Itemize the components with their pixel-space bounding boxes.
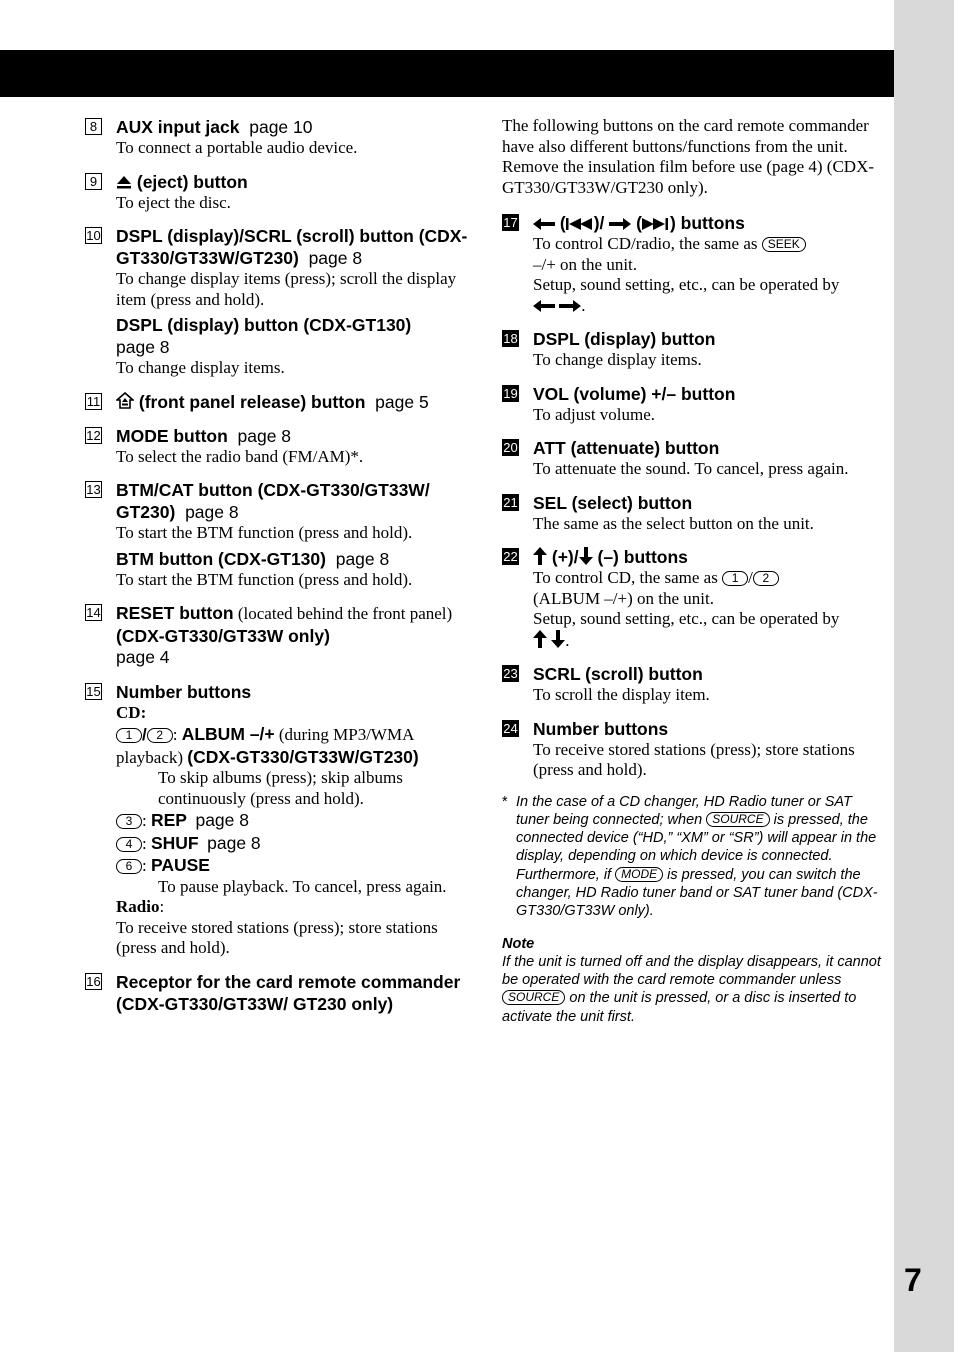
item-number: 9 (85, 173, 102, 190)
item-title: Number buttons (116, 681, 252, 702)
item-description: To receive stored stations (press); store stations (press and hold). (533, 739, 855, 779)
front-panel-release-icon (116, 392, 134, 410)
right-arrow-icon (609, 217, 631, 231)
item-24 (502, 718, 882, 781)
item-number: 16 (86, 973, 101, 989)
down-arrow-icon (551, 630, 565, 648)
sub-title: BTM button (CDX-GT130) (116, 548, 326, 569)
key-4: 4 (116, 837, 142, 852)
item-title: DSPL (display)/SCRL (scroll) button (CDX-GT330/GT33W/GT230) (116, 226, 468, 268)
up-arrow-icon (533, 630, 547, 648)
page-ref: page 4 (116, 647, 170, 667)
item-description: To select the radio band (FM/AM)*. (116, 446, 364, 466)
key-2: 2 (753, 571, 779, 586)
item-14 (85, 602, 470, 669)
item-description: To change display items (press); scroll the display item (press and hold). (116, 269, 457, 309)
item-description: To scroll the display item. (533, 685, 710, 704)
page-ref: page 8 (207, 832, 261, 853)
radio-description: To receive stored stations (press); store stations (press and hold). (116, 917, 438, 957)
note-title: Note (502, 935, 535, 952)
eject-icon (116, 174, 132, 190)
item-17: 17 ( )/ ( ) buttons To control CD/radio, the same as SEEK –/+ on the unit. Setup, sound setting, etc., can be operated by . (503, 213, 840, 315)
item-description: To connect a portable audio device. (116, 138, 358, 157)
page-number: 7 (904, 1262, 922, 1298)
left-column (85, 116, 470, 1027)
left-arrow-icon (533, 299, 555, 313)
key-6: 6 (116, 859, 142, 874)
right-arrow-icon (559, 299, 581, 313)
page-ref: page 5 (375, 391, 429, 412)
page-ref: page 10 (249, 117, 313, 137)
item-22: 22 (+)/ (–) buttons To control CD, the same as 1 / 2 (ALBUM –/+) on the unit. Setup, sound setting, etc., can be operated by . (503, 547, 840, 650)
note: Note If the unit is turned off and the display disappears, it cannot be operated with the card remote commander unless SOURCE on the unit is pressed, or a disc is inserted to activate the unit first. (502, 935, 881, 1025)
previous-track-icon (566, 217, 594, 231)
album-description: (during MP3/WMA playback) (116, 725, 414, 767)
page-ref: page 8 (185, 502, 239, 522)
next-track-icon (642, 217, 670, 231)
page-ref: page 8 (237, 425, 292, 446)
item-number: 20 (503, 440, 518, 455)
item-title: AUX input jack (116, 117, 240, 137)
item-title: BTM/CAT button (CDX-GT330/GT33W/ GT230) (116, 480, 430, 522)
source-key: SOURCE (706, 812, 769, 827)
item-18 (502, 328, 882, 371)
page-ref: page 8 (116, 337, 170, 357)
item-number: 11 (86, 393, 101, 409)
item-description: To adjust volume. (533, 404, 656, 424)
seek-key: SEEK (762, 237, 806, 252)
item-description: To eject the disc. (116, 192, 231, 212)
item-number: 19 (503, 385, 518, 401)
sub-description: To start the BTM function (press and hold). (116, 569, 413, 589)
item-number: 12 (86, 427, 101, 443)
item-description: To start the BTM function (press and hold). (116, 523, 413, 542)
item-title: Number buttons (533, 718, 669, 739)
item-title: VOL (volume) +/– button (533, 383, 736, 404)
item-20 (502, 437, 882, 480)
item-number: 21 (503, 494, 518, 510)
item-description: To change display items. (533, 350, 702, 369)
pause-description: To pause playback. To cancel, press again. (158, 876, 447, 896)
item-23 (502, 663, 882, 706)
cd-label: CD: (116, 702, 147, 722)
item-13 (85, 479, 470, 590)
item-12 (85, 425, 470, 468)
source-key: SOURCE (502, 990, 565, 1005)
remote-intro: The following buttons on the card remote commander have also different buttons/functions from the unit. Remove the insulation film before use (page 4) (CDX-GT330/GT33W/GT230 only). (502, 116, 875, 197)
pause-label: PAUSE (150, 855, 210, 875)
right-column (502, 116, 882, 1026)
album-detail: To skip albums (press); skip albums continuously (press and hold). (158, 768, 403, 808)
footnote: * In the case of a CD changer, HD Radio tuner or SAT tuner being connected; when SOURCE is pressed, the connected device (“HD,” “XM” or “SR”) will appear in the display, depending on which device is connected. Furthermore, if MODE is pressed, you can switch the changer, HD Radio tuner band or SAT tuner band (CDX-GT330/GT33W only). (502, 793, 878, 920)
item-title: SEL (select) button (533, 492, 693, 513)
item-title: (eject) button (136, 171, 248, 192)
item-title: ATT (attenuate) button (533, 438, 720, 458)
item-19 (502, 383, 882, 426)
up-arrow-icon (533, 547, 547, 565)
item-number: 14 (86, 605, 101, 620)
item-number: 24 (503, 720, 518, 736)
key-2: 2 (147, 728, 173, 743)
item-16 (85, 971, 470, 1015)
album-models: (CDX-GT330/GT33W/GT230) (187, 746, 419, 767)
item-title: (front panel release) button (138, 391, 366, 412)
item-8 (85, 116, 470, 159)
key-1: 1 (722, 571, 748, 586)
item-9 (85, 171, 470, 214)
album-label: ALBUM –/+ (181, 724, 275, 744)
key-3: 3 (116, 814, 142, 829)
item-number: 18 (503, 331, 518, 346)
sub-description: To change display items. (116, 358, 285, 377)
header-bar (0, 50, 894, 97)
item-number: 8 (85, 118, 102, 135)
shuf-label: SHUF (150, 832, 199, 853)
item-21 (502, 492, 882, 535)
rep-label: REP (150, 810, 187, 830)
key-1: 1 (116, 728, 142, 743)
item-description: To attenuate the sound. To cancel, press again. (533, 459, 849, 478)
item-title: RESET button (116, 603, 234, 623)
item-title: SCRL (scroll) button (533, 664, 703, 684)
item-description: The same as the select button on the unit. (533, 513, 814, 533)
page-ref: page 8 (308, 248, 363, 268)
radio-label: Radio: (116, 897, 165, 916)
page-ref: page 8 (195, 810, 249, 830)
left-arrow-icon (533, 217, 555, 231)
item-11 (85, 391, 470, 413)
item-number: 10 (86, 228, 101, 243)
item-number: 23 (503, 666, 518, 681)
item-models: (CDX-GT330/GT33W only) (116, 625, 330, 646)
item-title: Receptor for the card remote commander (CDX-GT330/GT33W/ GT230 only) (116, 971, 461, 1014)
item-description: To control CD/radio, the same as (533, 234, 758, 253)
item-number: 15 (86, 683, 101, 699)
mode-key: MODE (615, 867, 663, 882)
item-description: (located behind the front panel) (237, 604, 453, 623)
page-ref: page 8 (335, 548, 390, 569)
item-number: 17 (503, 215, 518, 230)
side-margin-band (894, 0, 954, 1352)
down-arrow-icon (579, 547, 593, 565)
sub-title: DSPL (display) button (CDX-GT130) (116, 315, 412, 335)
item-10 (85, 225, 470, 379)
item-number: 22 (503, 549, 518, 564)
item-title: DSPL (display) button (533, 329, 716, 349)
item-15: 15 Number buttons CD: 1 / 2 : ALBUM –/+ (during MP3/WMA playback) (CDX-GT330/GT33W/GT230) To skip albums (press); skip albums continuously (press and hold). 3 : REP page 8 4 : SHUF page 8 6 : PAUSE To pause playback. To cancel, press again. Radio: To receive stored stations (press); store stations (press and hold). (85, 681, 470, 959)
item-title: MODE button (116, 425, 228, 446)
item-number: 13 (86, 482, 101, 497)
